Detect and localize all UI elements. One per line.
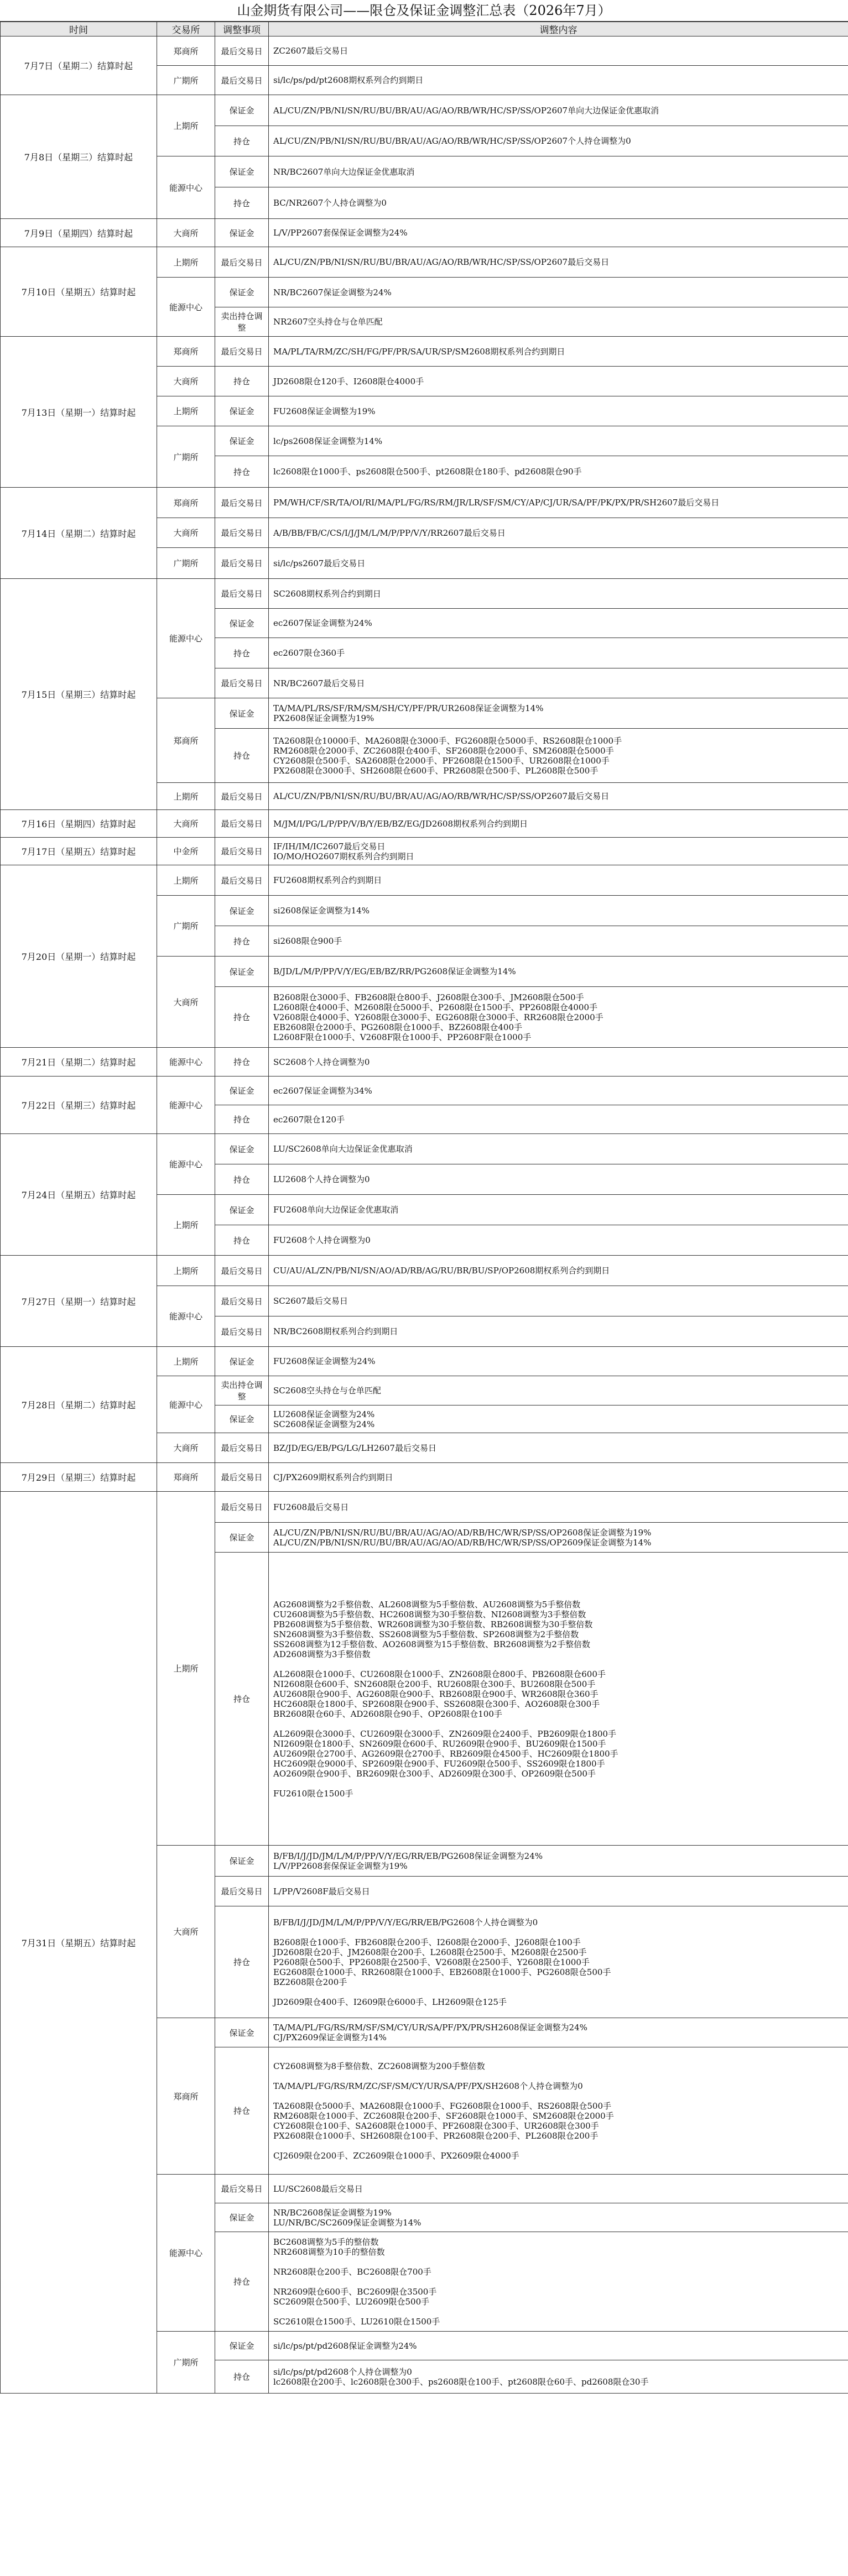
settlement-note: （星期三）结算时起 bbox=[56, 1472, 136, 1483]
adjustment-content-cell: AL/CU/ZN/PB/NI/SN/RU/BU/BR/AU/AG/AO/RB/WR/HC/SP/SS/OP2607最后交易日 bbox=[269, 247, 848, 278]
adjustment-type-cell: 最后交易日 bbox=[215, 865, 269, 896]
adjustment-type-cell: 最后交易日 bbox=[215, 1286, 269, 1316]
adjustment-content-cell: ec2607保证金调整为24% bbox=[269, 609, 848, 638]
adjustment-type-cell: 持仓 bbox=[215, 1553, 269, 1846]
table-row bbox=[1, 865, 848, 896]
adjustment-content-cell: AL/CU/ZN/PB/NI/SN/RU/BU/BR/AU/AG/AO/RB/WR/HC/SP/SS/OP2607单向大边保证金优惠取消 bbox=[269, 95, 848, 126]
adjustment-type-cell: 保证金 bbox=[215, 1523, 269, 1553]
adjustment-type-cell: 保证金 bbox=[215, 278, 269, 307]
adjustment-type-cell: 最后交易日 bbox=[215, 488, 269, 518]
exchange-cell: 能源中心 bbox=[157, 156, 215, 219]
adjustment-content-cell: AL/CU/ZN/PB/NI/SN/RU/BU/BR/AU/AG/AO/AD/RB/HC/WR/SP/SS/OP2608保证金调整为19% AL/CU/ZN/PB/NI/SN/RU/BU/BR/AU/AG/AO/AD/RB/HC/WR/SP/SS/OP2609保证金调整为14% bbox=[269, 1523, 848, 1553]
exchange-cell: 郑商所 bbox=[157, 1463, 215, 1492]
adjustment-type-cell: 保证金 bbox=[215, 1134, 269, 1164]
adjustment-type-cell: 保证金 bbox=[215, 1077, 269, 1105]
exchange-cell: 广期所 bbox=[157, 548, 215, 579]
adjustment-content-cell: NR2607空头持仓与仓单匹配 bbox=[269, 307, 848, 337]
exchange-cell: 能源中心 bbox=[157, 1134, 215, 1195]
adjustment-type-cell: 最后交易日 bbox=[215, 247, 269, 278]
exchange-cell: 能源中心 bbox=[157, 2175, 215, 2332]
exchange-cell: 上期所 bbox=[157, 1492, 215, 1846]
adjustment-type-cell: 保证金 bbox=[215, 1195, 269, 1225]
settlement-note: （星期三）结算时起 bbox=[56, 689, 136, 700]
adjustment-type-cell: 保证金 bbox=[215, 219, 269, 247]
adjustment-content-cell: si2608保证金调整为14% bbox=[269, 896, 848, 926]
table-row bbox=[1, 36, 848, 66]
date-cell bbox=[1, 95, 157, 219]
date-cell bbox=[1, 36, 157, 95]
document-title: 山金期货有限公司——限仓及保证金调整汇总表（2026年7月） bbox=[0, 0, 848, 22]
adjustment-content-cell: si/lc/ps2607最后交易日 bbox=[269, 548, 848, 579]
adjustment-content-cell: SC2607最后交易日 bbox=[269, 1286, 848, 1316]
adjustment-content-cell: NR/BC2608期权系列合约到期日 bbox=[269, 1316, 848, 1347]
table-row bbox=[1, 838, 848, 865]
exchange-cell: 大商所 bbox=[157, 957, 215, 1048]
adjustment-content-cell: LU2608个人持仓调整为0 bbox=[269, 1164, 848, 1195]
table-row bbox=[1, 488, 848, 518]
adjustment-content-cell: L/PP/V2608F最后交易日 bbox=[269, 1877, 848, 1906]
exchange-cell: 大商所 bbox=[157, 1433, 215, 1463]
adjustment-content-cell: JD2608限仓120手、I2608限仓4000手 bbox=[269, 367, 848, 396]
date-label: 7月27日 bbox=[21, 1296, 56, 1307]
adjustment-type-cell: 保证金 bbox=[215, 957, 269, 987]
adjustment-content-cell: TA2608限仓10000手、MA2608限仓3000手、FG2608限仓5000手、RS2608限仓1000手 RM2608限仓2000手、ZC2608限仓400手、SF2608限仓2000手、SM2608限仓5000手 CY2608限仓500手、SA2608限仓2000手、PF2608限仓1500手、UR2608限仓1000手 PX2608限仓3000手、SH2608限仓600手、PR2608限仓500手、PL2608限仓500手 bbox=[269, 729, 848, 783]
adjustment-content-cell: lc/ps2608保证金调整为14% bbox=[269, 426, 848, 456]
settlement-note: （星期三）结算时起 bbox=[53, 152, 133, 163]
table-row bbox=[1, 337, 848, 367]
adjustment-type-cell: 保证金 bbox=[215, 396, 269, 426]
date-label: 7月16日 bbox=[21, 819, 56, 829]
adjustment-content-cell: A/B/BB/FB/C/CS/I/J/JM/L/M/P/PP/V/Y/RR2607最后交易日 bbox=[269, 518, 848, 548]
exchange-cell: 大商所 bbox=[157, 518, 215, 548]
table-row bbox=[1, 219, 848, 247]
adjustment-type-cell: 保证金 bbox=[215, 2018, 269, 2047]
adjustment-content-cell: ec2607限仓360手 bbox=[269, 638, 848, 668]
adjustment-type-cell: 保证金 bbox=[215, 609, 269, 638]
adjustment-content-cell: FU2608单向大边保证金优惠取消 bbox=[269, 1195, 848, 1225]
adjustment-content-cell: ec2607保证金调整为34% bbox=[269, 1077, 848, 1105]
header-item: 调整事项 bbox=[215, 22, 269, 36]
adjustment-type-cell: 最后交易日 bbox=[215, 579, 269, 609]
adjustment-content-cell: B/JD/L/M/P/PP/V/Y/EG/EB/BZ/RR/PG2608保证金调整为14% bbox=[269, 957, 848, 987]
adjustment-type-cell: 持仓 bbox=[215, 456, 269, 488]
exchange-cell: 上期所 bbox=[157, 396, 215, 426]
adjustment-content-cell: AL/CU/ZN/PB/NI/SN/RU/BU/BR/AU/AG/AO/RB/WR/HC/SP/SS/OP2607最后交易日 bbox=[269, 783, 848, 810]
date-label: 7月15日 bbox=[21, 689, 56, 700]
adjustment-type-cell: 保证金 bbox=[215, 95, 269, 126]
adjustment-content-cell: L/V/PP2607套保保证金调整为24% bbox=[269, 219, 848, 247]
adjustment-table bbox=[0, 22, 848, 2394]
table-row bbox=[1, 95, 848, 126]
date-label: 7月28日 bbox=[21, 1400, 56, 1410]
adjustment-type-cell: 卖出持仓调整 bbox=[215, 1376, 269, 1405]
adjustment-type-cell: 保证金 bbox=[215, 1347, 269, 1376]
adjustment-content-cell: FU2608保证金调整为24% bbox=[269, 1347, 848, 1376]
exchange-cell: 能源中心 bbox=[157, 1077, 215, 1134]
table-row bbox=[1, 1077, 848, 1105]
adjustment-content-cell: NR/BC2607最后交易日 bbox=[269, 668, 848, 698]
adjustment-content-cell: LU/SC2608单向大边保证金优惠取消 bbox=[269, 1134, 848, 1164]
adjustment-type-cell: 持仓 bbox=[215, 1225, 269, 1256]
adjustment-type-cell: 持仓 bbox=[215, 1906, 269, 2018]
adjustment-content-cell: NR/BC2607单向大边保证金优惠取消 bbox=[269, 156, 848, 187]
header-content: 调整内容 bbox=[269, 22, 848, 36]
adjustment-content-cell: FU2608保证金调整为19% bbox=[269, 396, 848, 426]
adjustment-content-cell: FU2608期权系列合约到期日 bbox=[269, 865, 848, 896]
adjustment-content-cell: FU2608个人持仓调整为0 bbox=[269, 1225, 848, 1256]
date-cell bbox=[1, 865, 157, 1048]
date-cell bbox=[1, 1492, 157, 2394]
settlement-note: （星期四）结算时起 bbox=[53, 228, 133, 239]
date-label: 7月21日 bbox=[21, 1057, 56, 1068]
adjustment-content-cell: MA/PL/TA/RM/ZC/SH/FG/PF/PR/SA/UR/SP/SM2608期权系列合约到期日 bbox=[269, 337, 848, 367]
date-label: 7月20日 bbox=[21, 952, 56, 962]
exchange-cell: 郑商所 bbox=[157, 698, 215, 783]
adjustment-type-cell: 保证金 bbox=[215, 1846, 269, 1877]
date-label: 7月13日 bbox=[21, 407, 56, 418]
date-cell bbox=[1, 838, 157, 865]
table-row bbox=[1, 247, 848, 278]
adjustment-type-cell: 持仓 bbox=[215, 187, 269, 219]
adjustment-content-cell: LU/SC2608最后交易日 bbox=[269, 2175, 848, 2203]
adjustment-content-cell: si/lc/ps/pt/pd2608保证金调整为24% bbox=[269, 2332, 848, 2360]
exchange-cell: 能源中心 bbox=[157, 579, 215, 698]
table-row bbox=[1, 1347, 848, 1376]
table-row bbox=[1, 1048, 848, 1077]
adjustment-content-cell: B2608限仓3000手、FB2608限仓800手、J2608限仓300手、JM2608限仓500手 L2608限仓4000手、M2608限仓5000手、P2608限仓1500手、PP2608限仓4000手 V2608限仓4000手、Y2608限仓3000手、EG2608限仓3000手、RR2608限仓2000手 EB2608限仓2000手、PG2608限仓1000手、BZ2608限仓400手 L2608F限仓1000手、V2608F限仓1000手、PP2608F限仓1000手 bbox=[269, 987, 848, 1048]
date-label: 7月31日 bbox=[21, 1937, 56, 1948]
adjustment-content-cell: BC/NR2607个人持仓调整为0 bbox=[269, 187, 848, 219]
header-exchange: 交易所 bbox=[157, 22, 215, 36]
date-cell bbox=[1, 1256, 157, 1347]
exchange-cell: 郑商所 bbox=[157, 488, 215, 518]
adjustment-content-cell: BZ/JD/EG/EB/PG/LG/LH2607最后交易日 bbox=[269, 1433, 848, 1463]
adjustment-type-cell: 保证金 bbox=[215, 2203, 269, 2232]
adjustment-content-cell: si/lc/ps/pt/pd2608个人持仓调整为0 lc2608限仓200手、lc2608限仓300手、ps2608限仓100手、pt2608限仓60手、pd2608限仓30手 bbox=[269, 2360, 848, 2394]
settlement-note: （星期二）结算时起 bbox=[56, 528, 136, 539]
adjustment-content-cell: TA/MA/PL/FG/RS/RM/SF/SM/CY/UR/SA/PF/PX/PR/SH2608保证金调整为24% CJ/PX2609保证金调整为14% bbox=[269, 2018, 848, 2047]
adjustment-content-cell: B/FB/I/J/JD/JM/L/M/P/PP/V/Y/EG/RR/EB/PG2608保证金调整为24% L/V/PP2608套保保证金调整为19% bbox=[269, 1846, 848, 1877]
adjustment-type-cell: 最后交易日 bbox=[215, 66, 269, 95]
exchange-cell: 中金所 bbox=[157, 838, 215, 865]
adjustment-type-cell: 最后交易日 bbox=[215, 1433, 269, 1463]
date-cell bbox=[1, 337, 157, 488]
date-cell bbox=[1, 247, 157, 337]
adjustment-type-cell: 最后交易日 bbox=[215, 2175, 269, 2203]
exchange-cell: 上期所 bbox=[157, 783, 215, 810]
date-cell bbox=[1, 1134, 157, 1256]
adjustment-type-cell: 保证金 bbox=[215, 2332, 269, 2360]
adjustment-type-cell: 最后交易日 bbox=[215, 1463, 269, 1492]
adjustment-content-cell: CJ/PX2609期权系列合约到期日 bbox=[269, 1463, 848, 1492]
date-label: 7月22日 bbox=[21, 1100, 56, 1111]
settlement-note: （星期二）结算时起 bbox=[56, 1057, 136, 1068]
adjustment-type-cell: 持仓 bbox=[215, 729, 269, 783]
adjustment-type-cell: 卖出持仓调整 bbox=[215, 307, 269, 337]
adjustment-type-cell: 最后交易日 bbox=[215, 1316, 269, 1347]
adjustment-type-cell: 最后交易日 bbox=[215, 1877, 269, 1906]
adjustment-type-cell: 持仓 bbox=[215, 126, 269, 156]
exchange-cell: 能源中心 bbox=[157, 1376, 215, 1433]
settlement-note: （星期二）结算时起 bbox=[53, 61, 133, 71]
adjustment-content-cell: CY2608调整为8手整倍数、ZC2608调整为200手整倍数 TA/MA/PL/FG/RS/RM/ZC/SF/SM/CY/UR/SA/PF/PX/SH2608个人持仓调整为0 TA2608限仓5000手、MA2608限仓1000手、FG2608限仓1000手、RS2608限仓500手 RM2608限仓1000手、ZC2608限仓200手、SF2608限仓1000手、SM2608限仓2000手 CY2608限仓100手、SA2608限仓1000手、PF2608限仓300手、UR2608限仓300手 PX2608限仓1000手、SH2608限仓100手、PR2608限仓200手、PL2608限仓200手 CJ2609限仓200手、ZC2609限仓1000手、PX2609限仓4000手 bbox=[269, 2047, 848, 2175]
exchange-cell: 上期所 bbox=[157, 865, 215, 896]
exchange-cell: 广期所 bbox=[157, 426, 215, 488]
table-body bbox=[1, 36, 848, 2394]
date-cell bbox=[1, 579, 157, 810]
adjustment-type-cell: 最后交易日 bbox=[215, 783, 269, 810]
date-cell bbox=[1, 1048, 157, 1077]
adjustment-type-cell: 持仓 bbox=[215, 1105, 269, 1134]
adjustment-content-cell: BC2608调整为5手的整倍数 NR2608调整为10手的整倍数 NR2608限仓200手、BC2608限仓700手 NR2609限仓600手、BC2609限仓3500手 SC2609限仓500手、LU2609限仓500手 SC2610限仓1500手、LU2610限仓1500手 bbox=[269, 2232, 848, 2332]
settlement-note: （星期一）结算时起 bbox=[56, 407, 136, 418]
exchange-cell: 大商所 bbox=[157, 1846, 215, 2018]
adjustment-content-cell: ec2607限仓120手 bbox=[269, 1105, 848, 1134]
exchange-cell: 能源中心 bbox=[157, 1286, 215, 1347]
date-cell bbox=[1, 219, 157, 247]
adjustment-content-cell: CU/AU/AL/ZN/PB/NI/SN/AO/AD/RB/AG/RU/BR/BU/SP/OP2608期权系列合约到期日 bbox=[269, 1256, 848, 1286]
settlement-note: （星期五）结算时起 bbox=[56, 847, 136, 857]
exchange-cell: 能源中心 bbox=[157, 1048, 215, 1077]
exchange-cell: 广期所 bbox=[157, 896, 215, 957]
adjustment-type-cell: 保证金 bbox=[215, 896, 269, 926]
exchange-cell: 大商所 bbox=[157, 219, 215, 247]
table-row bbox=[1, 810, 848, 838]
adjustment-content-cell: LU2608保证金调整为24% SC2608保证金调整为24% bbox=[269, 1405, 848, 1433]
adjustment-type-cell: 最后交易日 bbox=[215, 1492, 269, 1523]
adjustment-content-cell: lc2608限仓1000手、ps2608限仓500手、pt2608限仓180手、pd2608限仓90手 bbox=[269, 456, 848, 488]
adjustment-content-cell: SC2608空头持仓与仓单匹配 bbox=[269, 1376, 848, 1405]
adjustment-type-cell: 持仓 bbox=[215, 1164, 269, 1195]
date-label: 7月7日 bbox=[24, 61, 54, 71]
exchange-cell: 大商所 bbox=[157, 810, 215, 838]
settlement-note: （星期五）结算时起 bbox=[56, 287, 136, 297]
header-row bbox=[1, 22, 848, 36]
adjustment-type-cell: 持仓 bbox=[215, 2047, 269, 2175]
exchange-cell: 能源中心 bbox=[157, 278, 215, 337]
table-row bbox=[1, 1463, 848, 1492]
adjustment-content-cell: FU2608最后交易日 bbox=[269, 1492, 848, 1523]
adjustment-content-cell: B/FB/I/J/JD/JM/L/M/P/PP/V/Y/EG/RR/EB/PG2608个人持仓调整为0 B2608限仓1000手、FB2608限仓200手、I2608限仓2000手、J2608限仓100手 JD2608限仓20手、JM2608限仓200手、L2608限仓2500手、M2608限仓2500手 P2608限仓500手、PP2608限仓2500手、V2608限仓2500手、Y2608限仓1000手 EG2608限仓1000手、RR2608限仓1000手、EB2608限仓1000手、PG2608限仓500手 BZ2608限仓200手 JD2609限仓400手、I2609限仓6000手、LH2609限仓125手 bbox=[269, 1906, 848, 2018]
date-label: 7月29日 bbox=[21, 1472, 56, 1483]
adjustment-content-cell: SC2608个人持仓调整为0 bbox=[269, 1048, 848, 1077]
adjustment-content-cell: NR/BC2607保证金调整为24% bbox=[269, 278, 848, 307]
date-cell bbox=[1, 810, 157, 838]
adjustment-type-cell: 最后交易日 bbox=[215, 518, 269, 548]
adjustment-type-cell: 最后交易日 bbox=[215, 1256, 269, 1286]
adjustment-type-cell: 最后交易日 bbox=[215, 838, 269, 865]
settlement-note: （星期三）结算时起 bbox=[56, 1100, 136, 1111]
date-label: 7月17日 bbox=[21, 847, 56, 857]
adjustment-type-cell: 保证金 bbox=[215, 426, 269, 456]
settlement-note: （星期五）结算时起 bbox=[56, 1190, 136, 1200]
date-cell bbox=[1, 1463, 157, 1492]
exchange-cell: 上期所 bbox=[157, 1195, 215, 1256]
adjustment-type-cell: 最后交易日 bbox=[215, 668, 269, 698]
exchange-cell: 上期所 bbox=[157, 1347, 215, 1376]
settlement-note: （星期二）结算时起 bbox=[56, 1400, 136, 1410]
adjustment-type-cell: 持仓 bbox=[215, 1048, 269, 1077]
adjustment-type-cell: 最后交易日 bbox=[215, 548, 269, 579]
adjustment-content-cell: TA/MA/PL/RS/SF/RM/SM/SH/CY/PF/PR/UR2608保证金调整为14% PX2608保证金调整为19% bbox=[269, 698, 848, 729]
settlement-note: （星期五）结算时起 bbox=[56, 1937, 136, 1948]
adjustment-content-cell: si2608限仓900手 bbox=[269, 926, 848, 957]
adjustment-type-cell: 保证金 bbox=[215, 698, 269, 729]
date-label: 7月8日 bbox=[24, 152, 54, 163]
exchange-cell: 广期所 bbox=[157, 66, 215, 95]
adjustment-content-cell: ZC2607最后交易日 bbox=[269, 36, 848, 66]
exchange-cell: 广期所 bbox=[157, 2332, 215, 2394]
adjustment-content-cell: IF/IH/IM/IC2607最后交易日 IO/MO/HO2607期权系列合约到期日 bbox=[269, 838, 848, 865]
adjustment-type-cell: 最后交易日 bbox=[215, 337, 269, 367]
adjustment-content-cell: NR/BC2608保证金调整为19% LU/NR/BC/SC2609保证金调整为14% bbox=[269, 2203, 848, 2232]
adjustment-content-cell: PM/WH/CF/SR/TA/OI/RI/MA/PL/FG/RS/RM/JR/LR/SF/SM/CY/AP/CJ/UR/SA/PF/PK/PX/PR/SH2607最后交易日 bbox=[269, 488, 848, 518]
exchange-cell: 上期所 bbox=[157, 1256, 215, 1286]
table-row bbox=[1, 1134, 848, 1164]
exchange-cell: 郑商所 bbox=[157, 2018, 215, 2175]
adjustment-type-cell: 最后交易日 bbox=[215, 36, 269, 66]
date-label: 7月10日 bbox=[21, 287, 56, 297]
settlement-note: （星期四）结算时起 bbox=[56, 819, 136, 829]
adjustment-type-cell: 持仓 bbox=[215, 926, 269, 957]
header-time: 时间 bbox=[1, 22, 157, 36]
adjustment-content-cell: AL/CU/ZN/PB/NI/SN/RU/BU/BR/AU/AG/AO/RB/WR/HC/SP/SS/OP2607个人持仓调整为0 bbox=[269, 126, 848, 156]
adjustment-type-cell: 持仓 bbox=[215, 2232, 269, 2332]
date-cell bbox=[1, 488, 157, 579]
adjustment-content-cell: AG2608调整为2手整倍数、AL2608调整为5手整倍数、AU2608调整为5手整倍数 CU2608调整为5手整倍数、HC2608调整为30手整倍数、NI2608调整为3手整倍数 PB2608调整为5手整倍数、WR2608调整为30手整倍数、RB2608调整为30手整倍数 SN2608调整为3手整倍数、SS2608调整为5手整倍数、SP2608调整为2手整倍数 SS2608调整为12手整倍数、AO2608调整为15手整倍数、BR2608调整为2手整倍数 AD2608调整为3手整倍数 AL2608限仓1000手、CU2608限仓1000手、ZN2608限仓800手、PB2608限仓600手 NI2608限仓600手、SN2608限仓200手、RU2608限仓300手、BU2608限仓500手 AU2608限仓900手、AG2608限仓900手、RB2608限仓900手、WR2608限仓360手 HC2608限仓1800手、SP2608限仓900手、SS2608限仓300手、AO2608限仓300手 BR2608限仓60手、AD2608限仓90手、OP2608限仓100手 AL2609限仓3000手、CU2609限仓3000手、ZN2609限仓2400手、PB2609限仓1800手 NI2609限仓1800手、SN2609限仓600手、RU2609限仓900手、BU2609限仓1500手 AU2609限仓2700手、AG2609限仓2700手、RB2609限仓4500手、HC2609限仓1800手 HC2609限仓9000手、SP2609限仓900手、FU2609限仓500手、SS2609限仓1800手 AO2609限仓900手、BR2609限仓300手、AD2609限仓300手、OP2609限仓500手 FU2610限仓1500手 bbox=[269, 1553, 848, 1846]
exchange-cell: 上期所 bbox=[157, 95, 215, 156]
adjustment-content-cell: M/JM/I/PG/L/P/PP/V/B/Y/EB/BZ/EG/JD2608期权系列合约到期日 bbox=[269, 810, 848, 838]
settlement-note: （星期一）结算时起 bbox=[56, 952, 136, 962]
adjustment-type-cell: 保证金 bbox=[215, 1405, 269, 1433]
table-row bbox=[1, 1256, 848, 1286]
adjustment-type-cell: 持仓 bbox=[215, 367, 269, 396]
adjustment-type-cell: 保证金 bbox=[215, 156, 269, 187]
date-label: 7月14日 bbox=[21, 528, 56, 539]
table-row bbox=[1, 579, 848, 609]
adjustment-type-cell: 持仓 bbox=[215, 987, 269, 1048]
date-cell bbox=[1, 1077, 157, 1134]
date-cell bbox=[1, 1347, 157, 1463]
adjustment-type-cell: 最后交易日 bbox=[215, 810, 269, 838]
table-row bbox=[1, 1492, 848, 1523]
adjustment-content-cell: SC2608期权系列合约到期日 bbox=[269, 579, 848, 609]
date-label: 7月24日 bbox=[21, 1190, 56, 1200]
adjustment-type-cell: 持仓 bbox=[215, 638, 269, 668]
adjustment-content-cell: si/lc/ps/pd/pt2608期权系列合约到期日 bbox=[269, 66, 848, 95]
exchange-cell: 上期所 bbox=[157, 247, 215, 278]
date-label: 7月9日 bbox=[24, 228, 54, 239]
settlement-note: （星期一）结算时起 bbox=[56, 1296, 136, 1307]
exchange-cell: 大商所 bbox=[157, 367, 215, 396]
adjustment-type-cell: 持仓 bbox=[215, 2360, 269, 2394]
exchange-cell: 郑商所 bbox=[157, 337, 215, 367]
exchange-cell: 郑商所 bbox=[157, 36, 215, 66]
